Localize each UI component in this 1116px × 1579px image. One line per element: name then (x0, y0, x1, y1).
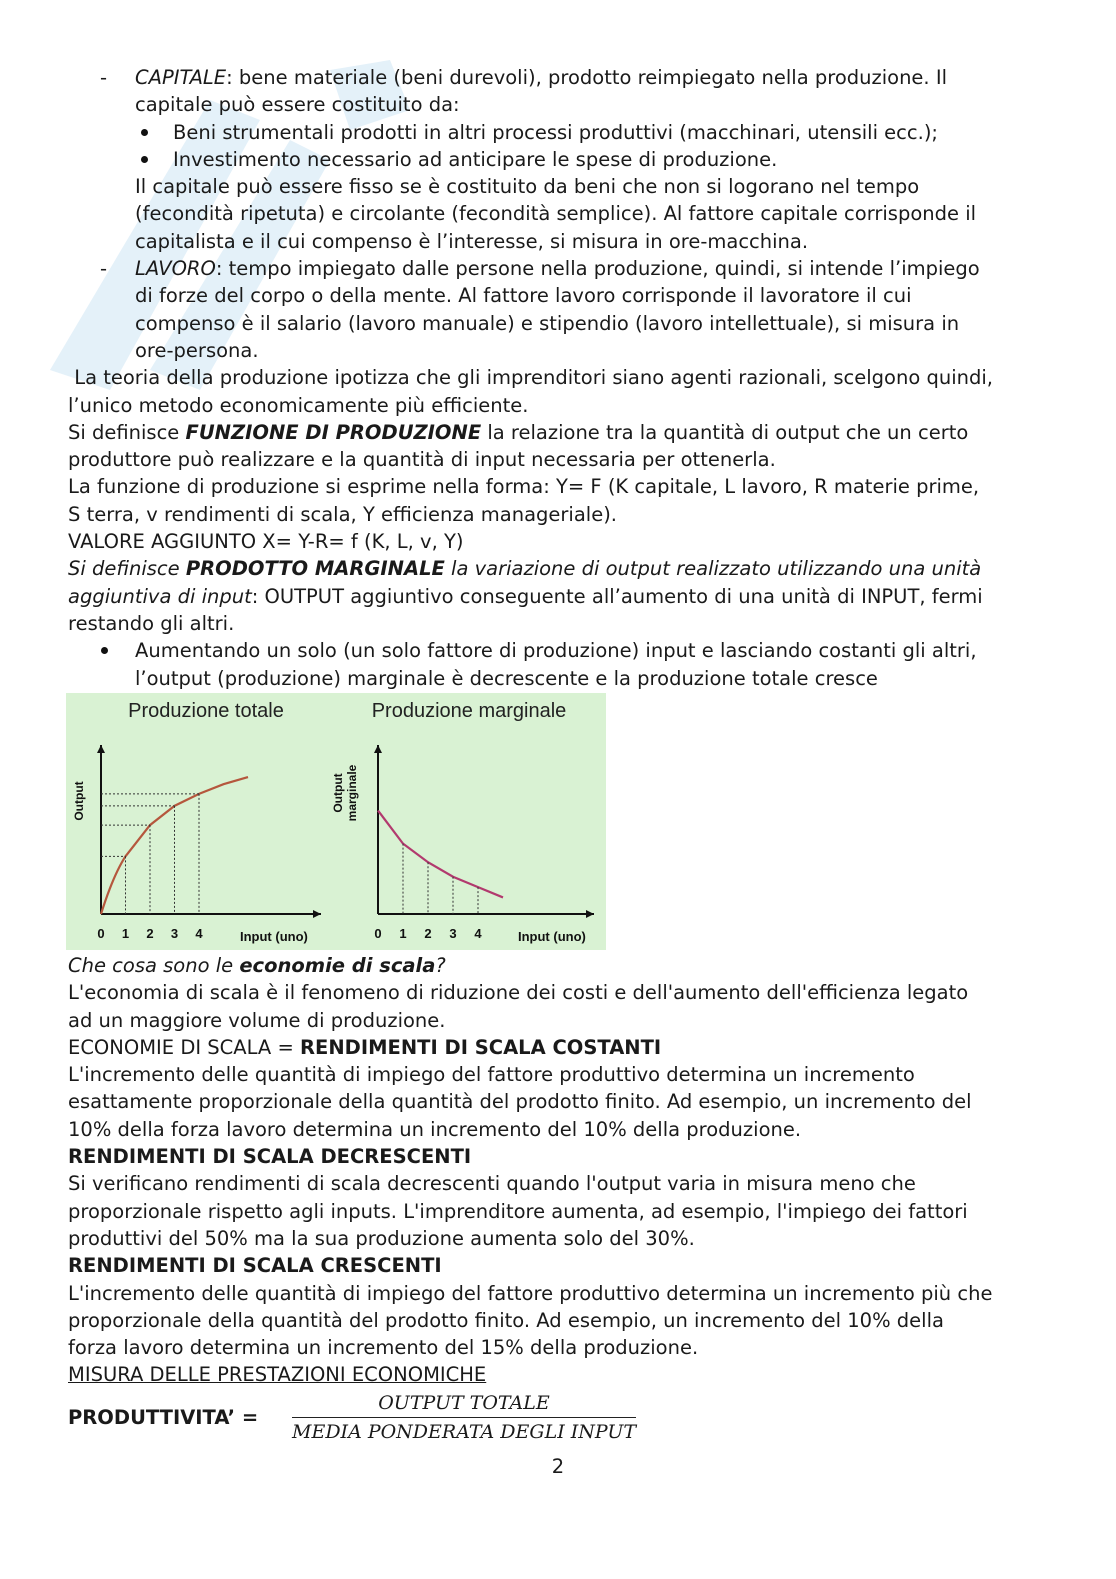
bullet-icon (101, 647, 108, 654)
teoria-line: La teoria della produzione ipotizza che gli imprenditori siano agenti razionali, scelgono quindi, (68, 366, 993, 390)
fraction-bar (292, 1417, 636, 1418)
list-item: Aumentando un solo (un solo fattore di produzione) input e lasciando costanti gli altri, (68, 637, 1048, 664)
y-axis-label: marginale (345, 764, 359, 822)
funzione-definition: Si definisce FUNZIONE DI PRODUZIONE la relazione tra la quantità di output che un certo (68, 420, 969, 444)
x-axis-arrow-icon (313, 910, 321, 918)
y-axis-label: Output (331, 773, 345, 813)
page-body-lower: Che cosa sono le economie di scala? L'economia di scala è il fenomeno di riduzione dei costi e dell'aumento dell'efficienza legato ad un maggiore volume di produzione. ECONOMIE DI SCALA = RENDIMENTI DI SCALA COSTANTI L'incremento delle quantità di impiego del fattore produttivo determina un incremento esattamente proporzionale della quantità del prodotto finito. Ad esempio, un incremento del 10% della forza lavoro determina un incremento del 10% della produzione. RENDIMENTI DI SCALA DECRESCENTI Si verificano rendimenti di scala decrescenti quando l'output varia in misura meno che proporzionale rispetto agli inputs. L'imprenditore aumenta, ad esempio, l'impiego dei fattori produttivi del 50% ma la sua produzione aumenta solo del 30%. RENDIMENTI DI SCALA CRESCENTI L'incremento delle quantità di impiego del fattore produttivo determina un incremento più che proporzionale della quantità del prodotto finito. Ad esempio, un incremento del 10% della forza lavoro determina un incremento del 15% della produzione. MISURA DELLE PRESTAZIONI ECONOMICHE (68, 952, 1048, 1389)
series-line (101, 777, 248, 914)
x-tick-label: 2 (424, 926, 432, 941)
x-axis-label: Input (uno) (240, 929, 308, 944)
economie-equation: ECONOMIE DI SCALA = RENDIMENTI DI SCALA COSTANTI (68, 1035, 662, 1059)
y-axis-label: Output (72, 781, 86, 821)
chart-produzione-totale (72, 700, 321, 944)
page-body: - CAPITALE: bene materiale (beni durevoli), prodotto reimpiegato nella produzione. Il capitale può essere costituito da: Beni strumentali prodotti in altri processi produttivi (macchinari, utensili ecc.); Investimento necessario ad anticipare le spese di produzione. Il capitale può essere fisso se è costituito da beni che non si logorano nel tempo (fecondità ripetuta) e circolante (fecondità semplice). Al fattore capitale corrisponde il capitalista e il cui compenso è l’interesse, si misura in ore-macchina. - LAVORO: tempo impiegato dalle persone nella produzione, quindi, si intende l’impiego di forze del corpo o della mente. Al fattore lavoro corrisponde il lavoratore il cui compenso è il salario (lavoro manuale) e stipendio (lavoro intellettuale), si misura in ore-persona. La teoria della produzione ipotizza che gli imprenditori siano agenti razionali, scelgono quindi, l’unico metodo economicamente più efficiente. Si definisce FUNZIONE DI PRODUZIONE la relazione tra la quantità di output che un certo produttore può realizzare e la quantità di input necessaria per ottenerla. La funzione di produzione si esprime nella forma: Y= F (K capitale, L lavoro, R materie prime, S terra, v rendimenti di scala, Y efficienza manageriale). VALORE AGGIUNTO X= Y-R= f (K, L, v, Y) Si definisce PRODOTTO MARGINALE la variazione di output realizzato utilizzando una unità aggiuntiva di input: OUTPUT aggiuntivo conseguente all’aumento di una unità di INPUT, fermi restando gli altri. Aumentando un solo (un solo fattore di produzione) input e lasciando costanti gli altri, l’output (produzione) marginale è decrescente e la produzione totale cresce (68, 64, 1048, 692)
y-axis-arrow-icon (374, 745, 382, 753)
lavoro-term: LAVORO (135, 257, 216, 281)
x-axis-label: Input (uno) (518, 929, 586, 944)
list-item: Beni strumentali prodotti in altri processi produttivi (macchinari, utensili ecc.); (68, 119, 1048, 146)
marginale-definition: Si definisce PRODOTTO MARGINALE la variazione di output realizzato utilizzando una unità (68, 557, 982, 581)
heading-crescenti: RENDIMENTI DI SCALA CRESCENTI (68, 1254, 442, 1278)
economie-question: Che cosa sono le economie di scala? (68, 954, 446, 977)
formula-denominator: MEDIA PONDERATA DEGLI INPUT (292, 1421, 637, 1443)
x-tick-label: 2 (146, 926, 154, 941)
x-axis-arrow-icon (586, 910, 594, 918)
formula-numerator: OUTPUT TOTALE (378, 1392, 550, 1414)
chart-title: Produzione totale (128, 700, 284, 722)
lavoro-item: - LAVORO: tempo impiegato dalle persone nella produzione, quindi, si intende l’impiego (100, 257, 980, 281)
x-tick-label: 3 (449, 926, 457, 941)
list-item: Investimento necessario ad anticipare le spese di produzione. (68, 146, 1048, 173)
y-axis-arrow-icon (97, 745, 105, 753)
heading-decrescenti: RENDIMENTI DI SCALA DECRESCENTI (68, 1145, 472, 1169)
x-tick-label: 4 (195, 926, 203, 941)
production-charts-svg (66, 693, 606, 950)
x-tick-label: 1 (399, 926, 407, 941)
page-number: 2 (551, 1455, 565, 1478)
chart-title: Produzione marginale (371, 700, 567, 722)
bullet-icon (141, 156, 148, 163)
heading-misura: MISURA DELLE PRESTAZIONI ECONOMICHE (68, 1363, 487, 1387)
chart-produzione-marginale (331, 700, 594, 944)
x-tick-label: 3 (170, 926, 179, 941)
formula-label: PRODUTTIVITA’ = (68, 1406, 259, 1429)
x-tick-label: 0 (97, 926, 105, 941)
series-line (378, 811, 503, 898)
valore-aggiunto: VALORE AGGIUNTO X= Y-R= f (K, L, v, Y) (68, 530, 464, 554)
capitale-term: CAPITALE (135, 66, 227, 89)
produttivita-formula (68, 1392, 668, 1448)
x-tick-label: 0 (374, 926, 382, 941)
production-charts (66, 693, 606, 950)
x-tick-label: 4 (474, 926, 482, 941)
x-tick-label: 1 (121, 926, 130, 941)
capitale-item: - CAPITALE: bene materiale (beni durevoli), prodotto reimpiegato nella produzione. Il (100, 66, 947, 89)
bullet-icon (141, 129, 148, 136)
